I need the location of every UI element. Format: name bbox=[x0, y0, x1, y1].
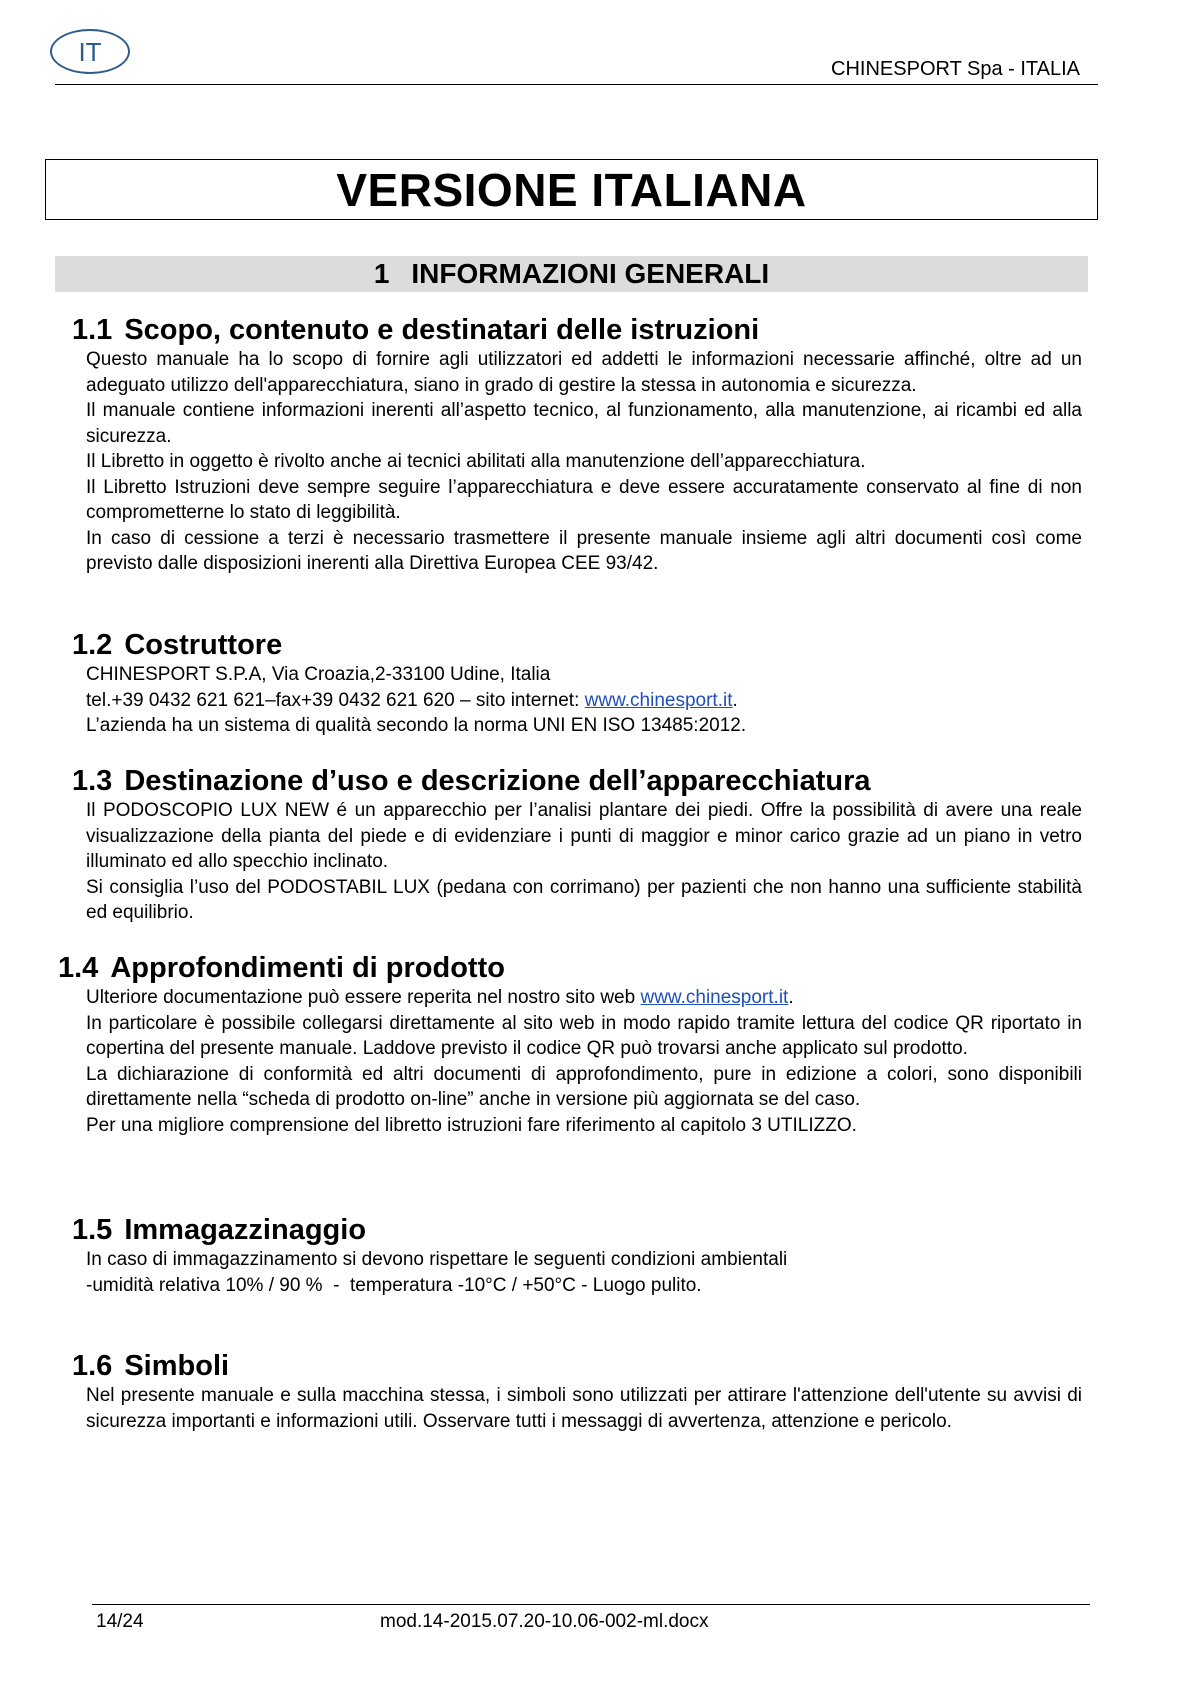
paragraph: Si consiglia l’uso del PODOSTABIL LUX (pedana con corrimano) per pazienti che non hanno una sufficiente stabilità ed equilibrio. bbox=[86, 876, 1082, 923]
section-body bbox=[86, 347, 1082, 577]
section-heading: 1.3 Destinazione d’uso e descrizione dell’apparecchiatura bbox=[72, 765, 871, 797]
quality-statement: L’azienda ha un sistema di qualità secondo la norma UNI EN ISO 13485:2012. bbox=[86, 715, 747, 736]
manufacturer-contacts: tel.+39 0432 621 621–fax+39 0432 621 620 – sito internet: www.chinesport.it. bbox=[86, 689, 738, 711]
paragraph: Questo manuale ha lo scopo di fornire agli utilizzatori ed addetti le informazioni necessarie affinché, oltre ad un adeguato utilizzo dell'apparecchiatura, siano in grado di gestire la stessa in autonomia e sicurezza. bbox=[86, 349, 1082, 396]
paragraph: In caso di immagazzinamento si devono rispettare le seguenti condizioni ambientali bbox=[86, 1249, 788, 1270]
paragraph: Il manuale contiene informazioni inerenti all’aspetto tecnico, al funzionamento, alla manutenzione, ai ricambi ed alla sicurezza. bbox=[86, 400, 1082, 447]
section-manufacturer bbox=[72, 628, 1092, 739]
chapter-title: INFORMAZIONI GENERALI bbox=[411, 258, 770, 289]
page-number: 14/24 bbox=[96, 1611, 144, 1632]
header-divider bbox=[55, 84, 1098, 85]
chapter-heading bbox=[55, 256, 1088, 292]
section-body bbox=[86, 985, 1082, 1138]
website-link[interactable]: www.chinesport.it bbox=[640, 987, 789, 1008]
paragraph: Per una migliore comprensione del libretto istruzioni fare riferimento al capitolo 3 UTILIZZO. bbox=[86, 1114, 857, 1136]
section-body bbox=[86, 1383, 1082, 1434]
section-heading: 1.1 Scopo, contenuto e destinatari delle istruzioni bbox=[72, 314, 760, 346]
section-storage bbox=[72, 1213, 1092, 1298]
language-badge-label: IT bbox=[78, 36, 102, 67]
section-body bbox=[86, 1247, 1082, 1298]
website-link[interactable]: www.chinesport.it bbox=[584, 689, 733, 711]
chapter-number: 1 bbox=[373, 258, 390, 289]
section-product-details bbox=[58, 951, 1092, 1138]
paragraph: Il PODOSCOPIO LUX NEW é un apparecchio per l’analisi plantare dei piedi. Offre la possibilità di avere una reale visualizzazione della pianta del piede e di evidenziare i punti di maggior e minor carico grazie ad un piano in vetro illuminato ed allo specchio inclinato. bbox=[86, 800, 1082, 872]
section-heading: 1.5 Immagazzinaggio bbox=[72, 1214, 367, 1246]
section-scope bbox=[72, 313, 1092, 577]
paragraph: La dichiarazione di conformità ed altri documenti di approfondimento, pure in edizione a colori, sono disponibili direttamente nella “scheda di prodotto on-line” anche in versione più aggiornata se del caso. bbox=[86, 1063, 1082, 1110]
paragraph: Il Libretto in oggetto è rivolto anche ai tecnici abilitati alla manutenzione dell’apparecchiatura. bbox=[86, 451, 866, 472]
section-body bbox=[86, 798, 1082, 926]
section-heading: 1.4 Approfondimenti di prodotto bbox=[58, 952, 505, 984]
section-heading: 1.2 Costruttore bbox=[72, 629, 283, 661]
language-badge bbox=[50, 29, 130, 74]
section-body bbox=[86, 662, 1082, 739]
paragraph: In particolare è possibile collegarsi direttamente al sito web in modo rapido tramite lettura del codice QR riportato in copertina del presente manuale. Laddove previsto il codice QR può trovarsi anche applicato sul prodotto. bbox=[86, 1012, 1082, 1059]
section-intended-use bbox=[72, 764, 1092, 926]
main-title-box bbox=[45, 159, 1098, 220]
manufacturer-address: CHINESPORT S.P.A, Via Croazia,2-33100 Udine, Italia bbox=[86, 664, 551, 685]
paragraph: Nel presente manuale e sulla macchina stessa, i simboli sono utilizzati per attirare l'attenzione dell'utente su avvisi di sicurezza importanti e informazioni utili. Osservare tutti i messaggi di avvertenza, attenzione e pericolo. bbox=[86, 1385, 1082, 1432]
paragraph: -umidità relativa 10% / 90 % - temperatura -10°C / +50°C - Luogo pulito. bbox=[86, 1274, 702, 1296]
paragraph: Ulteriore documentazione può essere reperita nel nostro sito web www.chinesport.it. bbox=[86, 987, 794, 1008]
section-symbols bbox=[72, 1349, 1092, 1434]
header-company: CHINESPORT Spa - ITALIA bbox=[831, 58, 1080, 80]
section-heading: 1.6 Simboli bbox=[72, 1350, 230, 1382]
document-code: mod.14-2015.07.20-10.06-002-ml.docx bbox=[380, 1611, 709, 1632]
paragraph: Il Libretto Istruzioni deve sempre seguire l’apparecchiatura e deve essere accuratamente conservato al fine di non comprometterne lo stato di leggibilità. bbox=[86, 476, 1082, 523]
page-title: VERSIONE ITALIANA bbox=[336, 163, 807, 216]
footer-divider bbox=[92, 1604, 1090, 1605]
paragraph: In caso di cessione a terzi è necessario trasmettere il presente manuale insieme agli altri documenti così come previsto dalle disposizioni inerenti alla Direttiva Europea CEE 93/42. bbox=[86, 527, 1082, 574]
